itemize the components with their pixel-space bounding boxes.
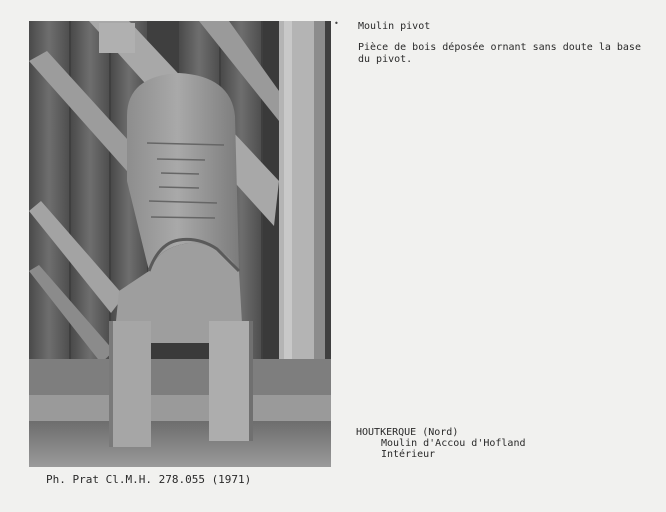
caption-description: Pièce de bois déposée ornant sans doute la base du pivot. xyxy=(358,42,641,65)
photo-credit: Ph. Prat Cl.M.H. 278.055 (1971) xyxy=(46,473,252,486)
bullet-mark: • xyxy=(334,19,339,28)
location-block xyxy=(356,427,526,460)
location-commune: HOUTKERQUE (Nord) xyxy=(356,427,459,438)
wooden-base-photo xyxy=(29,21,331,467)
location-view: Intérieur xyxy=(381,449,436,460)
photograph xyxy=(29,21,331,467)
location-building: Moulin d'Accou d'Hofland xyxy=(381,438,526,449)
caption-title: Moulin pivot xyxy=(358,21,431,32)
